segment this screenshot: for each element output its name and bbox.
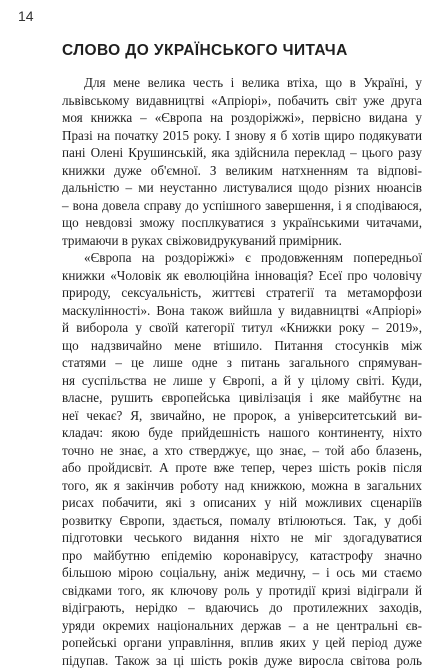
text-line: пані Олені Крушинській, яка здійснила переклад – цього разу: [62, 144, 422, 162]
body-text: [62, 74, 422, 669]
text-line: ропейські органи управління, вплив яких у цей період дуже: [62, 634, 422, 652]
text-line: того, як я закінчив роботу над книжкою, можна в загальних: [62, 477, 422, 495]
text-line: тримаючи в руках свіжовидрукуваний примірник.: [62, 232, 422, 250]
text-line: кладач: якою буде прийдешність нашого континенту, ніхто: [62, 424, 422, 442]
text-line: що невдовзі зможу посплкуватися з українськими читачами,: [62, 214, 422, 232]
text-line: маскулінності». Вона також вийшла у видавництві «Апріорі»: [62, 302, 422, 320]
text-line: що надзвичайно мене втішило. Питання стосунків між: [62, 337, 422, 355]
chapter-title: СЛОВО ДО УКРАЇНСЬКОГО ЧИТАЧА: [62, 42, 348, 60]
text-line: дальністю – ми неустанно листувалися щодо різних нюансів: [62, 179, 422, 197]
text-line: відіграють, нерідко – вдаючись до протилежних заходів,: [62, 599, 422, 617]
text-line: моя книжка – «Європа на роздоріжжі», первісно видана у: [62, 109, 422, 127]
text-line: рисах побачити, які з описаних у ній можливих сценаріїв: [62, 494, 422, 512]
page-number: 14: [18, 8, 34, 24]
text-line: книжки «Чоловік як еволюційна інновація? Есеї про чоловічу: [62, 267, 422, 285]
text-line: уряди окремих національних держав – а не центральні єв-: [62, 617, 422, 635]
text-line: статями – це лише одне з питань загального спрямуван-: [62, 354, 422, 372]
text-line: – вона довела справу до успішного завершення, і я сподіваюся,: [62, 197, 422, 215]
text-line: свідками того, як ключову роль у протидії кризі відіграли й: [62, 582, 422, 600]
text-line: або пройдисвіт. А проте вже тепер, через шість років після: [62, 459, 422, 477]
text-line: природу, сексуальність, життєві стратегії та метаморфози: [62, 284, 422, 302]
text-line: точно не знає, а хто стверджує, що знає, – той або блазень,: [62, 442, 422, 460]
text-line: більшою мірою соціальну, аніж медичну, – і ось ми стаємо: [62, 564, 422, 582]
text-line: власне, рушить європейська цивілізація і яке майбутнє на: [62, 389, 422, 407]
text-line: «Європа на роздоріжжі» є продовженням попередньої: [62, 249, 422, 267]
text-line: підупав. Також за ці шість років дуже виросла світова роль: [62, 652, 422, 669]
text-line: книжки дуже об'ємної. З великим натхненням та відпові-: [62, 162, 422, 180]
text-line: львівському видавництві «Апріорі», побачить світ уже друга: [62, 92, 422, 110]
text-line: Празі на початку 2015 року. І знову я б хотів щиро подякувати: [62, 127, 422, 145]
text-line: підготовки чеського видання ніхто не міг здогадуватися: [62, 529, 422, 547]
text-line: ня суспільства не лише у Європі, а й у цілому світі. Куди,: [62, 372, 422, 390]
text-line: розвитку Європи, здається, помалу втілюються. Так, у добі: [62, 512, 422, 530]
text-line: неї чекає? Я, звичайно, не пророк, а університетський ви-: [62, 407, 422, 425]
text-line: й виборола у своїй категорії титул «Книжки року – 2019»,: [62, 319, 422, 337]
text-line: про майбутню епідемію коронавірусу, катастрофу значно: [62, 547, 422, 565]
text-line: Для мене велика честь і велика втіха, що в Україні, у: [62, 74, 422, 92]
